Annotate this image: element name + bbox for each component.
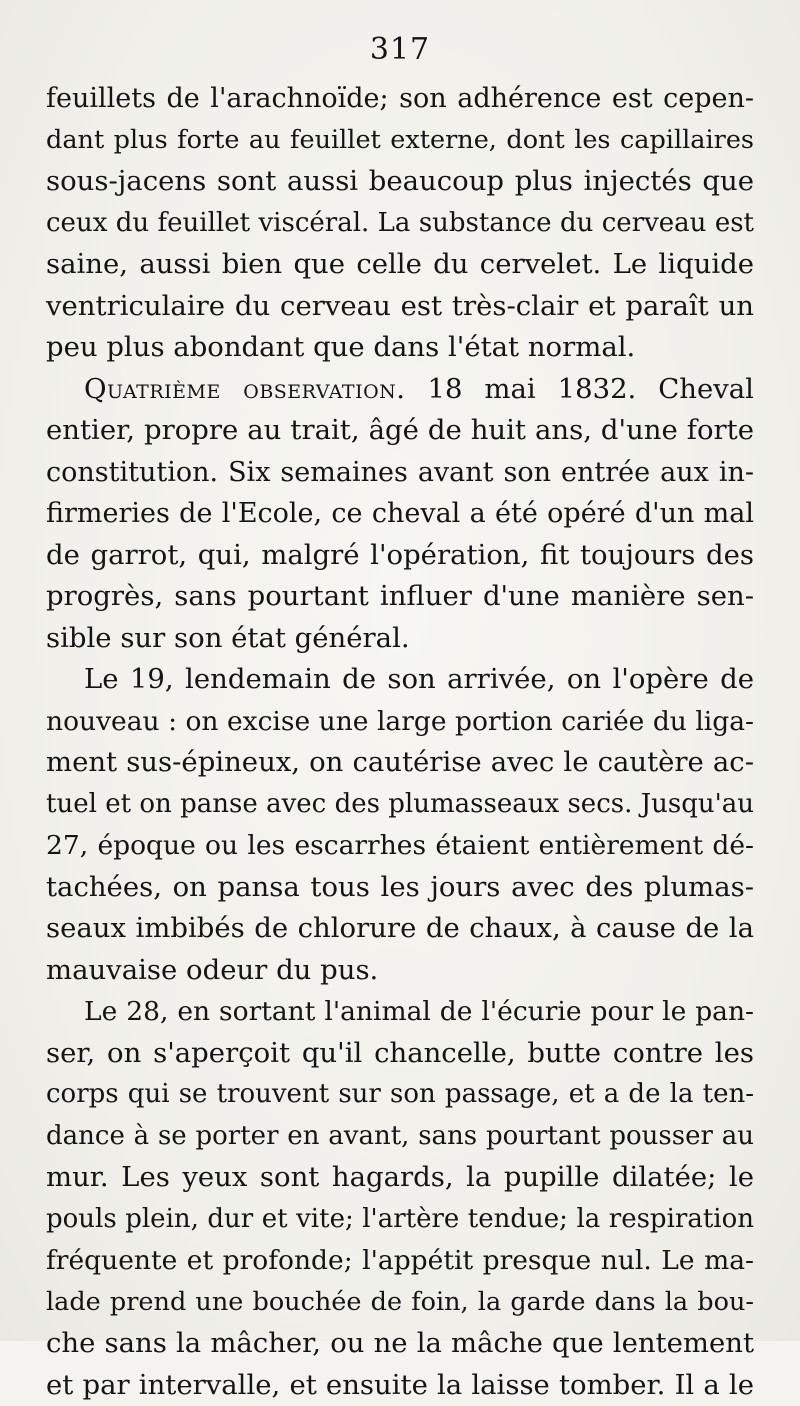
text-line: lade prend une bouchée de foin, la garde dans la bou- — [46, 1282, 754, 1324]
text-line: sible sur son état général. — [46, 618, 754, 660]
text-line: peu plus abondant que dans l'état normal. — [46, 327, 754, 369]
text-line: Le 28, en sortant l'animal de l'écurie pour le pan- — [46, 991, 754, 1033]
text-line: ment sus-épineux, on cautérise avec le cautère ac- — [46, 742, 754, 784]
text-line: firmeries de l'Ecole, ce cheval a été opéré d'un mal — [46, 493, 754, 535]
text-line: seaux imbibés de chlorure de chaux, à cause de la — [46, 908, 754, 950]
observation-heading: Quatrième observation. — [84, 373, 406, 405]
text-line: mur. Les yeux sont hagards, la pupille dilatée; le — [46, 1157, 754, 1199]
text-line: pouls plein, dur et vite; l'artère tendue; la respiration — [46, 1199, 754, 1241]
text-line: ceux du feuillet viscéral. La substance du cerveau est — [46, 203, 754, 245]
text-line: tachées, on pansa tous les jours avec des plumas- — [46, 867, 754, 909]
text-line: ser, on s'aperçoit qu'il chancelle, butte contre les — [46, 1033, 754, 1075]
text-line: mauvaise odeur du pus. — [46, 950, 754, 992]
text-line: corps qui se trouvent sur son passage, et a de la ten- — [46, 1074, 754, 1116]
text-line: Le 19, lendemain de son arrivée, on l'opère de — [46, 659, 754, 701]
text-line: tuel et on panse avec des plumasseaux secs. Jusqu'au — [46, 784, 754, 826]
text-line: progrès, sans pourtant influer d'une manière sen- — [46, 576, 754, 618]
text-line: sous-jacens sont aussi beaucoup plus injectés que — [46, 161, 754, 203]
body-text — [46, 78, 754, 1406]
text-line: de garrot, qui, malgré l'opération, fit toujours des — [46, 535, 754, 577]
text-line-tail: 18 mai 1832. Cheval — [406, 373, 754, 405]
text-line: nouveau : on excise une large portion cariée du liga- — [46, 701, 754, 743]
text-line: fréquente et profonde; l'appétit presque nul. Le ma- — [46, 1240, 754, 1282]
text-line: feuillets de l'arachnoïde; son adhérence est cepen- — [46, 78, 754, 120]
page-number: 317 — [0, 30, 800, 70]
text-line: 27, époque ou les escarrhes étaient entièrement dé- — [46, 825, 754, 867]
text-line: entier, propre au trait, âgé de huit ans, d'une forte — [46, 410, 754, 452]
section-heading-line — [46, 369, 754, 411]
text-line: ventriculaire du cerveau est très-clair et paraît un — [46, 286, 754, 328]
text-line: che sans la mâcher, ou ne la mâche que lentement — [46, 1323, 754, 1365]
text-line: dance à se porter en avant, sans pourtant pousser au — [46, 1116, 754, 1158]
text-line: dant plus forte au feuillet externe, dont les capillaires — [46, 120, 754, 162]
text-line: saine, aussi bien que celle du cervelet. Le liquide — [46, 244, 754, 286]
text-line: et par intervalle, et ensuite la laisse tomber. Il a le — [46, 1365, 754, 1406]
text-line: constitution. Six semaines avant son entrée aux in- — [46, 452, 754, 494]
